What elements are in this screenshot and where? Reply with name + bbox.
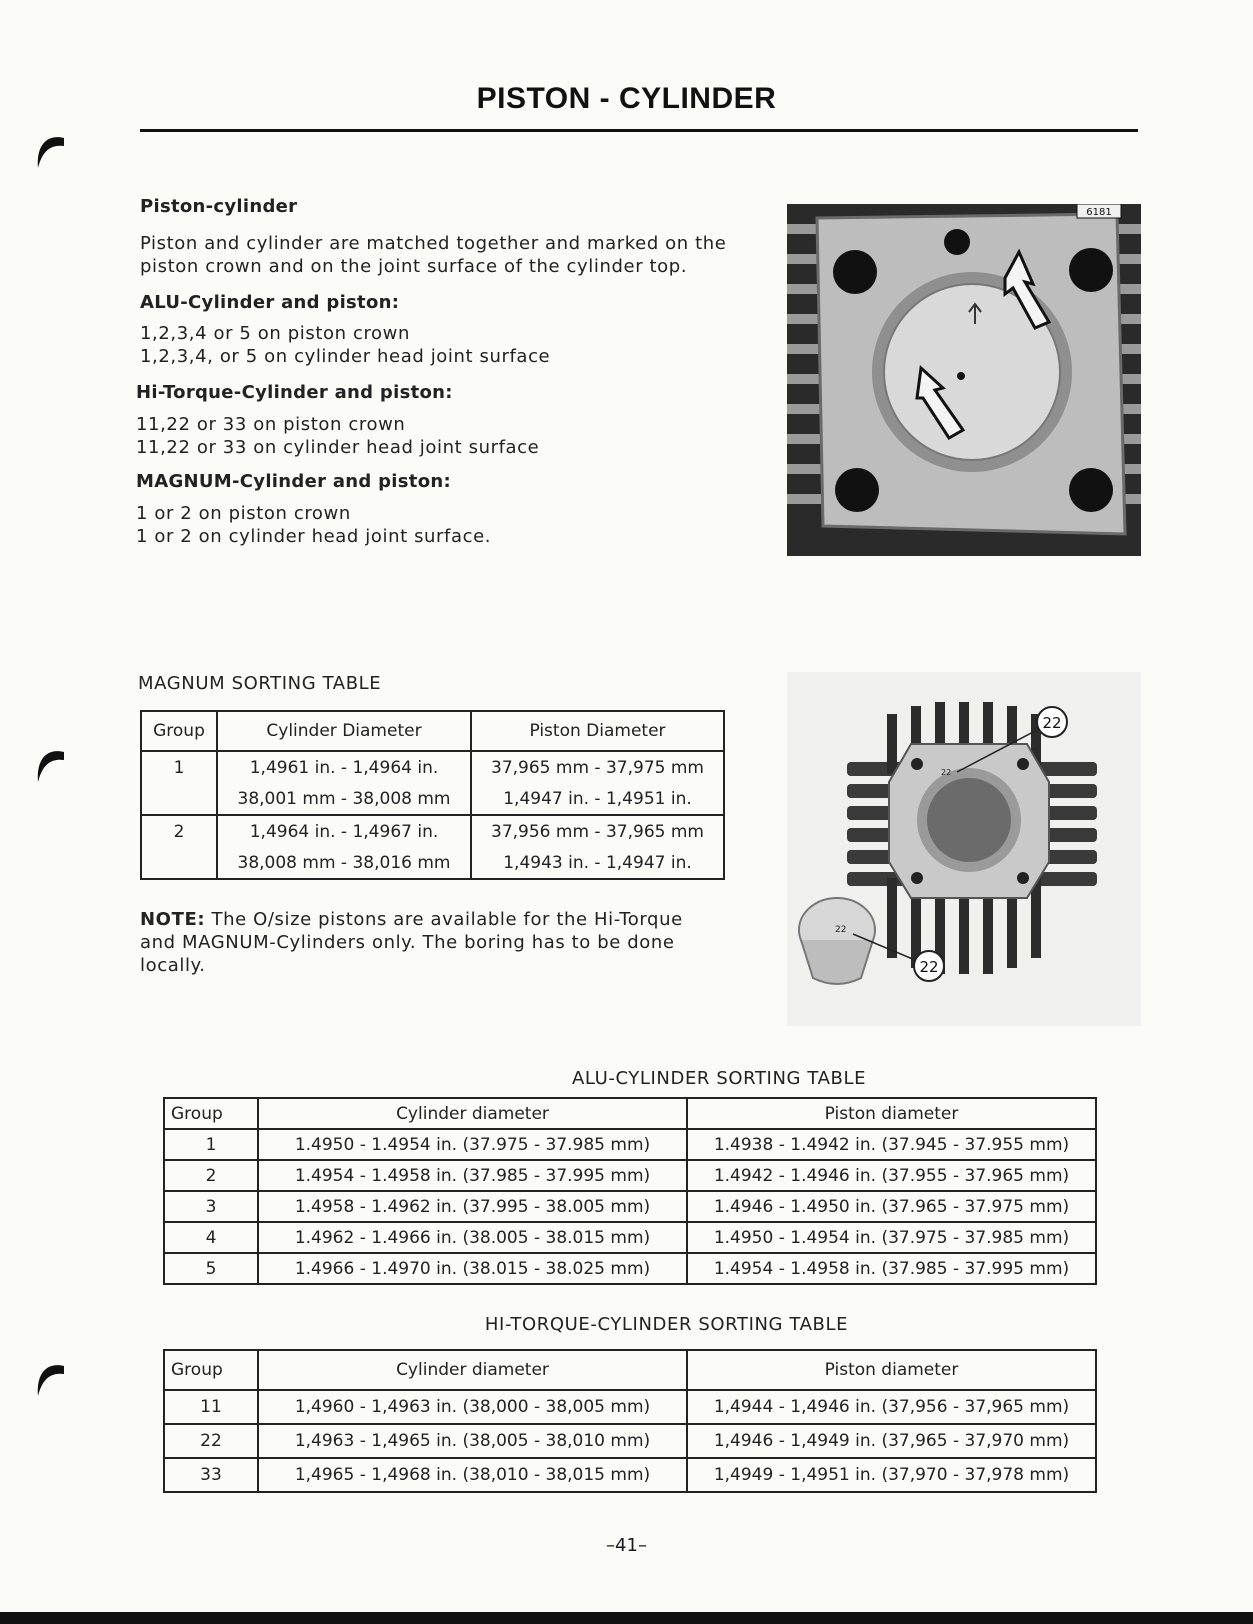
page-number: –41– (606, 1535, 647, 1556)
magnum-line: 1 or 2 on piston crown (136, 503, 351, 524)
table-row (141, 847, 724, 879)
piston-cell: 1,4946 - 1,4949 in. (37,965 - 37,970 mm) (687, 1424, 1096, 1458)
group-cell: 1 (164, 1129, 258, 1160)
pis-in-cell: 1,4943 in. - 1,4947 in. (471, 847, 724, 879)
binder-hole-icon (34, 1362, 66, 1404)
group-cell: 2 (164, 1160, 258, 1191)
hi-line: 11,22 or 33 on piston crown (136, 414, 406, 435)
note-line: The O/size pistons are available for the Hi-Torque (211, 909, 683, 930)
alu-line: 1,2,3,4 or 5 on piston crown (140, 323, 410, 344)
table-row (164, 1458, 1096, 1492)
photo-ref-label: 6181 (1086, 207, 1112, 218)
hi-heading: Hi-Torque-Cylinder and piston: (136, 382, 453, 403)
table-row (141, 815, 724, 847)
hi-table-title: HI-TORQUE-CYLINDER SORTING TABLE (484, 1314, 849, 1335)
pis-mm-cell: 37,956 mm - 37,965 mm (471, 815, 724, 847)
group-cell: 4 (164, 1222, 258, 1253)
magnum-line: 1 or 2 on cylinder head joint surface. (136, 526, 492, 547)
cylinder-cell: 1.4950 - 1.4954 in. (37.975 - 37.985 mm) (258, 1129, 687, 1160)
table-row (164, 1160, 1096, 1191)
header-group: Group (164, 1098, 258, 1129)
piston-cell: 1.4942 - 1.4946 in. (37.955 - 37.965 mm) (687, 1160, 1096, 1191)
group-cell: 3 (164, 1191, 258, 1222)
piston-cell: 1.4954 - 1.4958 in. (37.985 - 37.995 mm) (687, 1253, 1096, 1284)
intro-line: Piston and cylinder are matched together and marked on the (140, 233, 727, 254)
piston-cell: 1,4949 - 1,4951 in. (37,970 - 37,978 mm) (687, 1458, 1096, 1492)
piston-cell: 1.4946 - 1.4950 in. (37.965 - 37.975 mm) (687, 1191, 1096, 1222)
group-cell: 33 (164, 1458, 258, 1492)
pis-mm-cell: 37,965 mm - 37,975 mm (471, 751, 724, 783)
hi-line: 11,22 or 33 on cylinder head joint surface (136, 437, 540, 458)
intro-heading: Piston-cylinder (140, 196, 298, 217)
table-row (164, 1390, 1096, 1424)
cyl-mm-cell: 38,001 mm - 38,008 mm (217, 783, 471, 815)
group-cell: 11 (164, 1390, 258, 1424)
callout-bottom: 22 (919, 958, 939, 976)
intro-text (140, 232, 726, 278)
binder-hole-icon (34, 134, 66, 176)
cyl-in-cell: 1,4961 in. - 1,4964 in. (217, 751, 471, 783)
cylinder-mark: 22 (941, 768, 952, 777)
table-row (141, 751, 724, 783)
cylinder-cell: 1,4963 - 1,4965 in. (38,005 - 38,010 mm) (258, 1424, 687, 1458)
note-text (140, 908, 730, 977)
note-line: locally. (140, 955, 206, 976)
table-row (164, 1424, 1096, 1458)
alu-text (140, 322, 550, 368)
cylinder-cell: 1.4954 - 1.4958 in. (37.985 - 37.995 mm) (258, 1160, 687, 1191)
alu-line: 1,2,3,4, or 5 on cylinder head joint surface (140, 346, 551, 367)
magnum-text (136, 502, 491, 548)
cyl-mm-cell: 38,008 mm - 38,016 mm (217, 847, 471, 879)
note-line: and MAGNUM-Cylinders only. The boring has to be done (140, 932, 675, 953)
header-piston: Piston diameter (687, 1098, 1096, 1129)
table-row (164, 1129, 1096, 1160)
note-label: NOTE: (140, 909, 206, 930)
cylinder-cell: 1.4962 - 1.4966 in. (38.005 - 38.015 mm) (258, 1222, 687, 1253)
cylinder-cell: 1,4965 - 1,4968 in. (38,010 - 38,015 mm) (258, 1458, 687, 1492)
cylinder-cell: 1.4966 - 1.4970 in. (38.015 - 38.025 mm) (258, 1253, 687, 1284)
pis-in-cell: 1,4947 in. - 1,4951 in. (471, 783, 724, 815)
table-row (141, 783, 724, 815)
cylinder-cell: 1,4960 - 1,4963 in. (38,000 - 38,005 mm) (258, 1390, 687, 1424)
alu-sorting-table (163, 1097, 1097, 1285)
table-row (164, 1191, 1096, 1222)
header-piston: Piston diameter (687, 1350, 1096, 1390)
title-rule (140, 129, 1138, 132)
cyl-in-cell: 1,4964 in. - 1,4967 in. (217, 815, 471, 847)
magnum-table-title: MAGNUM SORTING TABLE (138, 673, 382, 694)
piston-mark: 22 (835, 925, 847, 935)
magnum-heading: MAGNUM-Cylinder and piston: (136, 471, 451, 492)
piston-cell: 1.4950 - 1.4954 in. (37.975 - 37.985 mm) (687, 1222, 1096, 1253)
header-piston: Piston Diameter (471, 711, 724, 751)
header-cylinder: Cylinder diameter (258, 1350, 687, 1390)
cylinder-cell: 1.4958 - 1.4962 in. (37.995 - 38.005 mm) (258, 1191, 687, 1222)
alu-table-title: ALU-CYLINDER SORTING TABLE (571, 1068, 867, 1089)
piston-cell: 1,4944 - 1,4946 in. (37,956 - 37,965 mm) (687, 1390, 1096, 1424)
table-row (164, 1222, 1096, 1253)
group-cell: 5 (164, 1253, 258, 1284)
hi-torque-sorting-table (163, 1349, 1097, 1493)
page-title: PISTON - CYLINDER (476, 82, 777, 115)
cylinder-top-photo (787, 204, 1141, 556)
hi-text (136, 413, 539, 459)
binder-hole-icon (34, 748, 66, 790)
magnum-sorting-table (140, 710, 725, 880)
piston-cell: 1.4938 - 1.4942 in. (37.945 - 37.955 mm) (687, 1129, 1096, 1160)
group-cell: 1 (141, 751, 217, 815)
header-group: Group (164, 1350, 258, 1390)
header-group: Group (141, 711, 217, 751)
cylinder-piston-photo (787, 672, 1141, 1026)
intro-line: piston crown and on the joint surface of the cylinder top. (140, 256, 688, 277)
scan-edge-bar (0, 1612, 1253, 1624)
callout-top: 22 (1042, 714, 1062, 732)
alu-heading: ALU-Cylinder and piston: (140, 292, 400, 313)
header-cylinder: Cylinder diameter (258, 1098, 687, 1129)
header-cylinder: Cylinder Diameter (217, 711, 471, 751)
table-row (164, 1253, 1096, 1284)
group-cell: 22 (164, 1424, 258, 1458)
group-cell: 2 (141, 815, 217, 879)
